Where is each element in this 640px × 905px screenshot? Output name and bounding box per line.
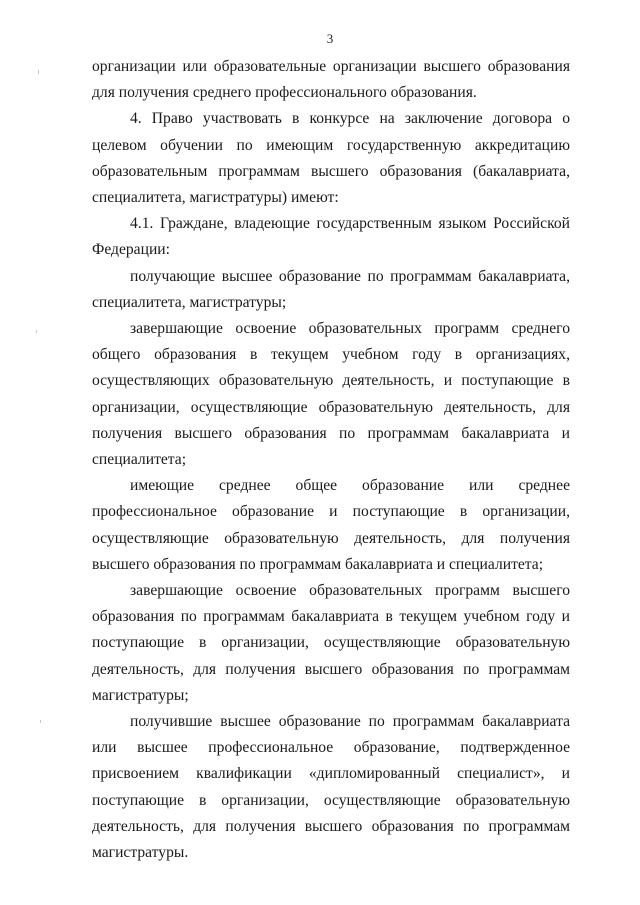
scan-artifact xyxy=(40,720,41,723)
page-number: 3 xyxy=(326,31,334,46)
paragraph-bachelor-completing: завершающие освоение образовательных программ высшего образования по программам бакалавриата в текущем учебном году и поступающие в организации, осуществляющие образовательную деятельность, для получения высшего образования по программам магистратуры; xyxy=(92,582,570,704)
scan-artifact xyxy=(36,330,37,333)
paragraph-item-4: 4. Право участвовать в конкурсе на заключение договора о целевом обучении по имеющим государственную аккредитацию образовательным программам высшего образования (бакалавриата, специалитета, магистратуры) имеют: xyxy=(92,110,570,207)
paragraph-graduates: получившие высшее образование по программам бакалавриата или высшее профессиональное образование, подтвержденное присвоением квалификации «дипломированный специалист», и поступающие в организации, осуществляющие образовательную деятельность, для получения высшего образования по программам магистратуры. xyxy=(92,713,570,862)
document-body xyxy=(92,54,570,866)
paragraph-continuation: организации или образовательные организации высшего образования для получения среднего профессионального образования. xyxy=(92,58,570,102)
paragraph-item-4-1: 4.1. Граждане, владеющие государственным языком Российской Федерации: xyxy=(92,215,570,259)
paragraph-secondary-completing: завершающие освоение образовательных программ среднего общего образования в текущем учебном году в организациях, осуществляющих образовательную деятельность, и поступающие в организации, осуществляющие образовательную деятельность, для получения высшего образования по программам бакалавриата и специалитета; xyxy=(92,320,570,469)
paragraph-secondary-holders: имеющие среднее общее образование или среднее профессиональное образование и поступающие в организации, осуществляющие образовательную деятельность, для получения высшего образования по программам бакалавриата и специалитета; xyxy=(92,477,570,573)
scan-artifact xyxy=(38,70,39,74)
paragraph-bachelor-students: получающие высшее образование по программам бакалавриата, специалитета, магистратуры; xyxy=(92,267,570,311)
